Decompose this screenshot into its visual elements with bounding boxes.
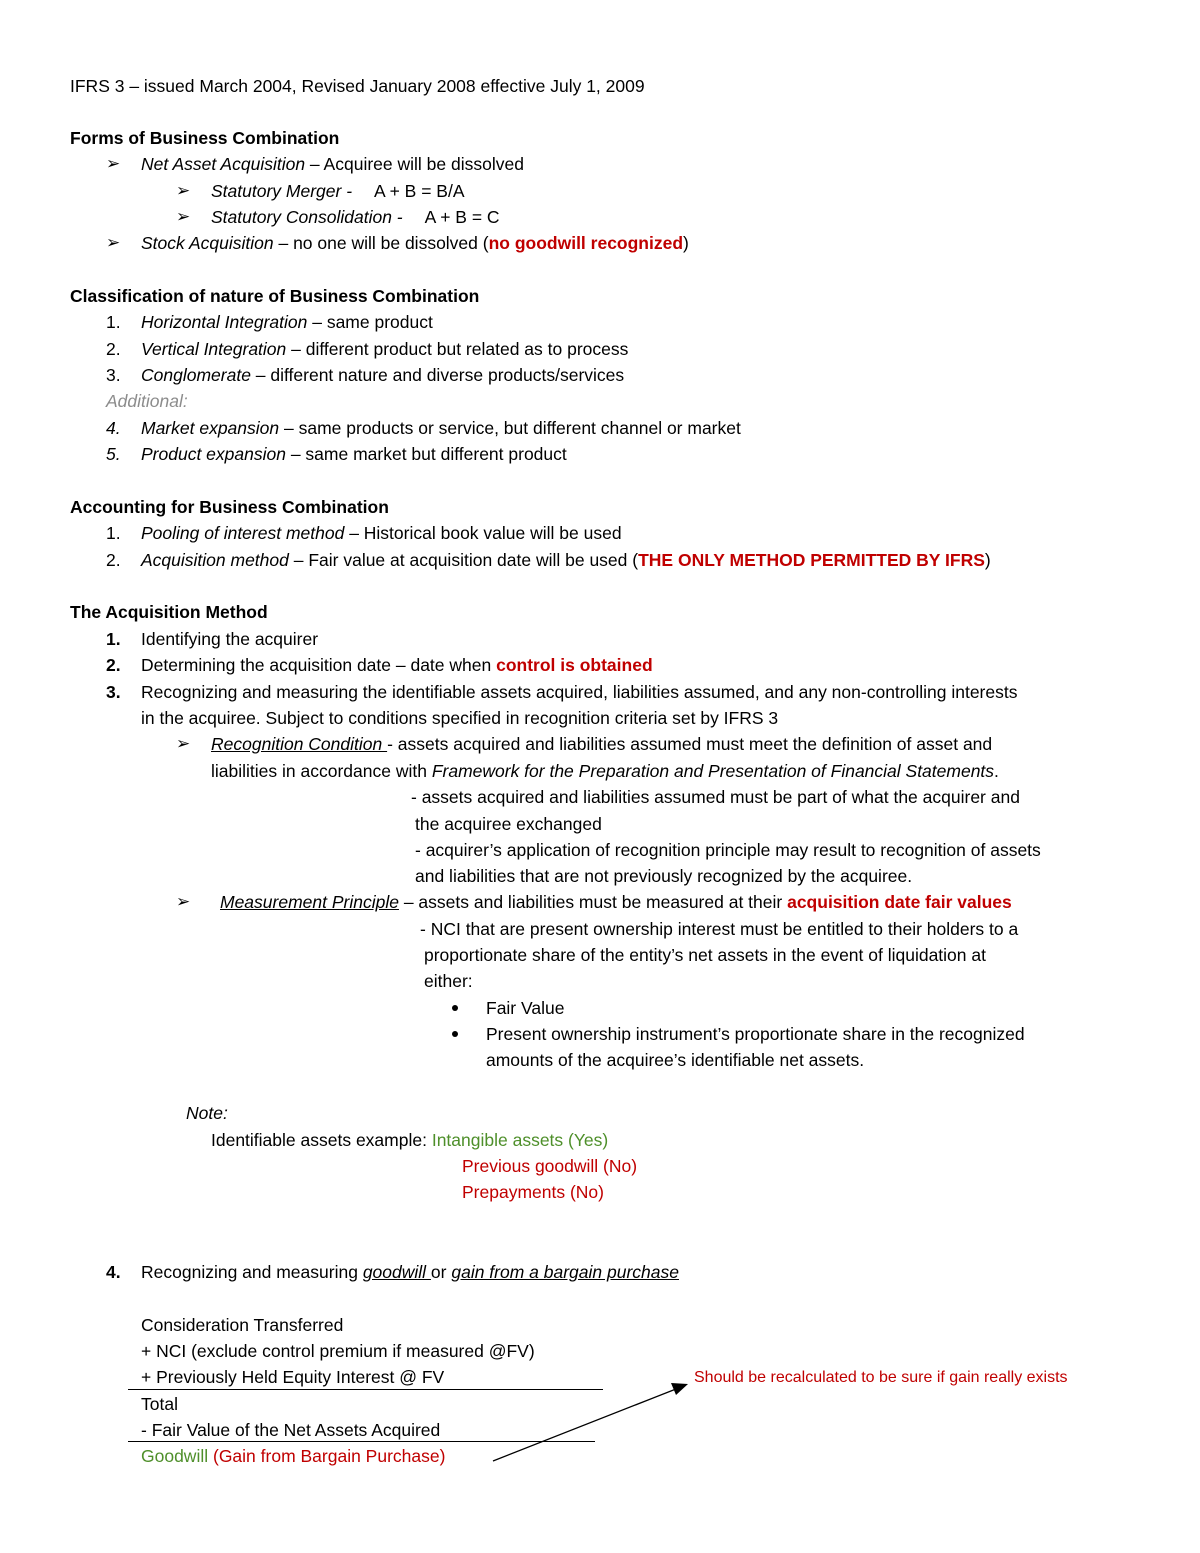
pooling-method-item: Pooling of interest method – Historical book value will be used [141, 523, 622, 543]
step-recognize-measure-cont: in the acquiree. Subject to conditions specified in recognition criteria set by IFRS 3 [141, 708, 779, 728]
classification-heading: Classification of nature of Business Combination [70, 286, 480, 306]
arrow-bullet-icon: ➢ [176, 892, 191, 911]
step-identify-acquirer: Identifying the acquirer [141, 629, 319, 649]
recognition-condition-cont: liabilities in accordance with Framework for the Preparation and Presentation of Financial Statements. [211, 761, 999, 781]
list-item: Horizontal Integration – same product [141, 312, 433, 332]
computation-goodwill: Goodwill (Gain from Bargain Purchase) [141, 1446, 446, 1466]
list-item: Vertical Integration – different product but related as to process [141, 339, 629, 359]
measurement-principle-b: - NCI that are present ownership interest must be entitled to their holders to a [420, 919, 1019, 939]
arrow-bullet-icon: ➢ [176, 207, 191, 226]
step-recognize-measure: Recognizing and measuring the identifiable assets acquired, liabilities assumed, and any non-controlling interests [141, 682, 1018, 702]
annotation-arrow-line [493, 1389, 676, 1461]
recognition-condition-b-cont: the acquiree exchanged [415, 814, 602, 834]
list-number: 3. [106, 682, 121, 702]
list-number: 4. [106, 418, 121, 438]
statutory-consolidation-item: Statutory Consolidation - A + B = C [211, 207, 500, 227]
computation-previously-held: + Previously Held Equity Interest @ FV [141, 1367, 445, 1387]
step-acquisition-date: Determining the acquisition date – date when control is obtained [141, 655, 653, 675]
list-number: 2. [106, 550, 121, 570]
recognition-condition: Recognition Condition - assets acquired and liabilities assumed must meet the definition of asset and [211, 734, 993, 754]
arrow-bullet-icon: ➢ [106, 233, 121, 252]
list-number: 3. [106, 365, 121, 385]
list-item: Conglomerate – different nature and diverse products/services [141, 365, 625, 385]
note-example: Identifiable assets example: Intangible assets (Yes) [211, 1130, 609, 1150]
step-goodwill: Recognizing and measuring goodwill or gain from a bargain purchase [141, 1262, 679, 1282]
acquisition-method-heading: The Acquisition Method [70, 602, 268, 622]
recognition-condition-c-cont: and liabilities that are not previously recognized by the acquiree. [415, 866, 913, 886]
stock-acquisition-item: Stock Acquisition – no one will be dissolved (no goodwill recognized) [141, 233, 689, 253]
note-label: Note: [186, 1103, 228, 1123]
statutory-merger-item: Statutory Merger - A + B = B/A [211, 181, 465, 201]
measurement-principle: Measurement Principle – assets and liabilities must be measured at their acquisition date fair values [220, 892, 1012, 912]
annotation-arrowhead [671, 1383, 688, 1395]
note-prepayments: Prepayments (No) [462, 1182, 604, 1202]
computation-fair-value: - Fair Value of the Net Assets Acquired [141, 1420, 441, 1440]
recognition-condition-c: - acquirer’s application of recognition principle may result to recognition of assets [415, 840, 1041, 860]
bullet-present-ownership-cont: amounts of the acquiree’s identifiable net assets. [486, 1050, 865, 1070]
list-number: 1. [106, 523, 121, 543]
acquisition-method-item: Acquisition method – Fair value at acquisition date will be used (THE ONLY METHOD PERMITTED BY IFRS) [141, 550, 991, 570]
bullet-fair-value: Fair Value [486, 998, 565, 1018]
list-item: Market expansion – same products or service, but different channel or market [141, 418, 741, 438]
measurement-principle-b-cont: either: [424, 971, 473, 991]
accounting-heading: Accounting for Business Combination [70, 497, 389, 517]
list-number: 2. [106, 339, 121, 359]
arrow-bullet-icon: ➢ [176, 181, 191, 200]
additional-label: Additional: [106, 391, 188, 411]
computation-consideration: Consideration Transferred [141, 1315, 344, 1335]
page-title: IFRS 3 – issued March 2004, Revised January 2008 effective July 1, 2009 [70, 76, 645, 96]
arrow-bullet-icon: ➢ [106, 154, 121, 173]
bullet-present-ownership: Present ownership instrument’s proportionate share in the recognized [486, 1024, 1025, 1044]
arrow-bullet-icon: ➢ [176, 734, 191, 753]
list-number: 1. [106, 629, 121, 649]
list-number: 5. [106, 444, 121, 464]
recognition-condition-b: - assets acquired and liabilities assumed must be part of what the acquirer and [411, 787, 1020, 807]
computation-nci: + NCI (exclude control premium if measured @FV) [141, 1341, 535, 1361]
list-number: 4. [106, 1262, 121, 1282]
forms-heading: Forms of Business Combination [70, 128, 340, 148]
list-item: Product expansion – same market but different product [141, 444, 567, 464]
net-asset-acquisition-item: Net Asset Acquisition – Acquiree will be dissolved [141, 154, 524, 174]
recalculation-annotation: Should be recalculated to be sure if gain really exists [694, 1369, 1068, 1386]
list-number: 2. [106, 655, 121, 675]
note-previous-goodwill: Previous goodwill (No) [462, 1156, 638, 1176]
measurement-principle-b-cont: proportionate share of the entity’s net assets in the event of liquidation at [424, 945, 986, 965]
computation-total: Total [141, 1394, 178, 1414]
list-number: 1. [106, 312, 121, 332]
